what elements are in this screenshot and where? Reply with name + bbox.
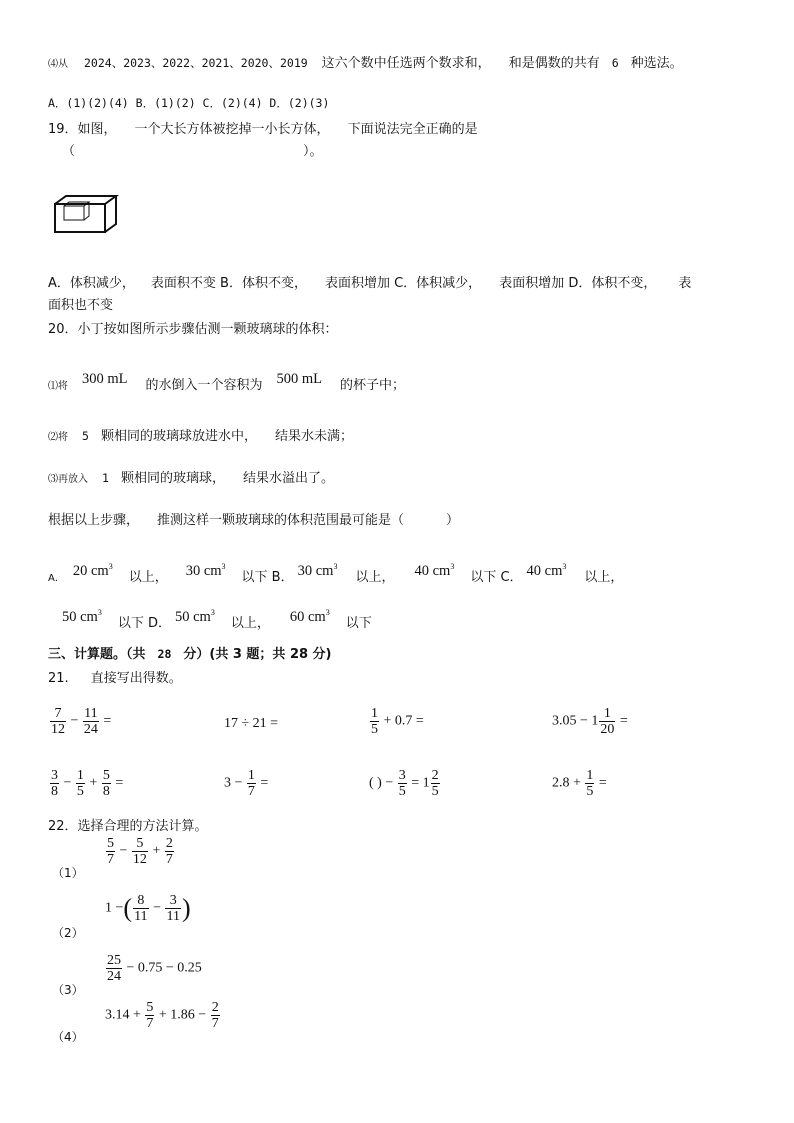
q22-label-1: （1） (52, 866, 84, 880)
q21-stem: 21. 直接写出得数。 (48, 671, 182, 686)
fraction: $\frac{1}{5}$ (371, 706, 378, 737)
q20-stem: 20．小丁按如图所示步骤估测一颗玻璃球的体积： (48, 322, 338, 337)
q19-options-line2: 面积也不变 (48, 298, 114, 313)
q20-step1: ⑴将 300 mL 的水倒入一个容积为 500 mL 的杯子中； (48, 371, 406, 393)
fraction: $\frac{5}{7}$ (107, 836, 114, 867)
q22-expr-4: 3.14 + $\frac{5}{7}$ + 1.86 − $\frac{2}{7}$ (105, 1000, 219, 1031)
fraction: $\frac{2}{7}$ (165, 836, 173, 867)
q22-expr-1: $\frac{5}{7}$ − $\frac{5}{12}$ + $\frac{2}{7}$ (107, 836, 173, 867)
fraction: $\frac{25}{24}$ (107, 953, 121, 984)
q21-expr-8: 2.8 + $\frac{1}{5}$ = (552, 768, 607, 799)
q21-expr-4: 3.05 − 1 $\frac{1}{20}$ = (552, 706, 628, 737)
removed-cube-front (64, 206, 84, 220)
fraction: $\frac{1}{5}$ (586, 768, 594, 799)
q21-expr-3: $\frac{1}{5}$ + 0.7 = (371, 706, 424, 737)
q22-expr-3: $\frac{25}{24}$ − 0.75 − 0.25 (107, 953, 202, 984)
q22-stem: 22．选择合理的方法计算。 (48, 819, 208, 834)
q22-expr-2: 1 −( $\frac{8}{11}$ − $\frac{3}{11}$ ) (105, 893, 191, 924)
section3-heading: 三、计算题。（共 28 分）(共 3 题；共 28 分) (48, 647, 332, 662)
q22-label-4: （4） (52, 1030, 84, 1044)
q21-expr-5: $\frac{3}{8}$ − $\frac{1}{5}$ + $\frac{5}{8}$ = (51, 768, 124, 799)
q18-item4: ⑷从 2024、2023、2022、2021、2020、2019 这六个数中任选两个数求和， 和是偶数的共有 6 种选法。 (48, 56, 683, 71)
q20-question: 根据以上步骤， 推测这样一颗玻璃球的体积范围最可能是（ ） (48, 513, 460, 528)
fraction: $\frac{5}{7}$ (146, 1000, 154, 1031)
fraction: $\frac{1}{7}$ (247, 768, 255, 799)
q20-options-line2: 50 $cm^3$以下 D． 50 $cm^3$以上， 60 $cm^3$以下 (62, 608, 372, 631)
q20-step3: ⑶再放入 1 颗相同的玻璃球， 结果水溢出了。 (48, 471, 334, 486)
fraction: $\frac{2}{5}$ (431, 768, 439, 799)
fraction: $\frac{3}{5}$ (398, 768, 406, 799)
q22-label-3: （3） (52, 983, 84, 997)
q19-options-line1: A．体积减少， 表面积不变 B．体积不变， 表面积增加 C．体积减少， 表面积增加 D．体积不变， 表 (48, 276, 692, 291)
fraction: $\frac{7}{12}$ (51, 706, 65, 737)
fraction: $\frac{5}{12}$ (132, 836, 147, 867)
cuboid-figure (52, 194, 122, 236)
q18-options: A．(1)(2)(4) B．(1)(2) C．(2)(4) D．(2)(3) (48, 96, 330, 110)
q20-step2: ⑵将 5 颗相同的玻璃球放进水中， 结果水未满； (48, 429, 353, 444)
fraction: $\frac{8}{11}$ (134, 893, 148, 924)
q21-expr-6: 3 − $\frac{1}{7}$ = (224, 768, 269, 799)
q21-expr-2: 17 ÷ 21 = (224, 716, 279, 731)
fraction: $\frac{1}{20}$ (600, 706, 615, 737)
cuboid-top-face (55, 196, 116, 204)
q19-stem: 19．如图， 一个大长方体被挖掉一小长方体， 下面说法完全正确的是 (48, 122, 478, 137)
q21-expr-7[interactable]: ( ) − $\frac{3}{5}$ = 1 $\frac{2}{5}$ (369, 768, 439, 799)
q19-answer-blank[interactable]: （ ）。 (62, 144, 323, 159)
fraction: $\frac{3}{8}$ (51, 768, 58, 799)
cuboid-side-face (105, 196, 116, 232)
fraction: $\frac{5}{8}$ (102, 768, 110, 799)
q22-label-2: （2） (52, 926, 84, 940)
q20-options-line1: A． 20 $cm^3$以上， 30 $cm^3$以下 B． 30 $cm^3$以上， 40 $cm^3$以下 C． 40 $cm^3$以上， (48, 562, 624, 585)
q21-expr-1: $\frac{7}{12}$ − $\frac{11}{24}$ = (51, 706, 112, 737)
fraction: $\frac{1}{5}$ (76, 768, 84, 799)
fraction: $\frac{2}{7}$ (211, 1000, 219, 1031)
fraction: $\frac{11}{24}$ (83, 706, 98, 737)
cuboid-front-face (55, 204, 105, 232)
fraction: $\frac{3}{11}$ (166, 893, 180, 924)
